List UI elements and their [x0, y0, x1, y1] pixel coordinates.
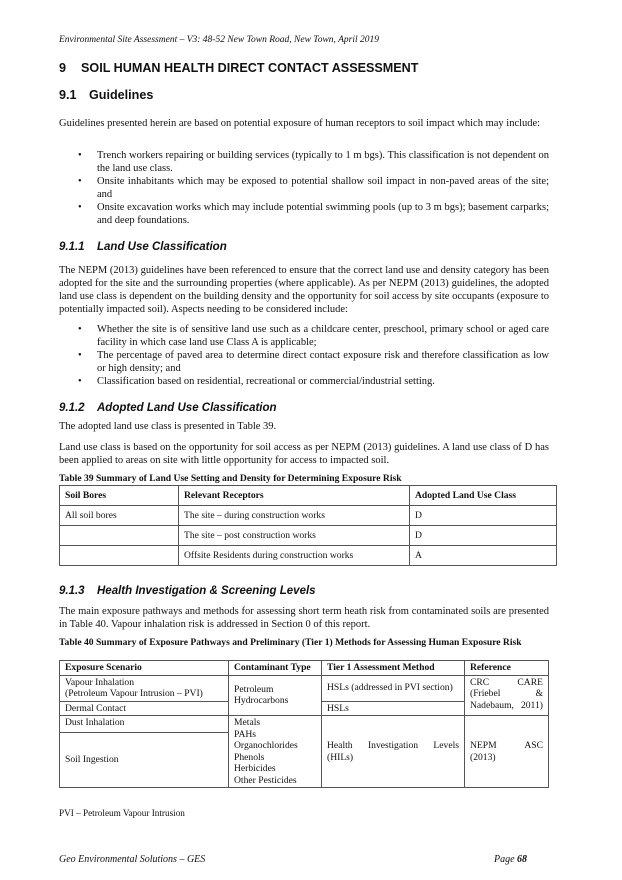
- table-cell: Dermal Contact: [60, 701, 229, 716]
- table-cell: Offsite Residents during construction works: [179, 546, 410, 566]
- section-number: 9.1.2: [59, 402, 85, 414]
- table-cell: [60, 675, 229, 701]
- table-cell: [229, 675, 322, 716]
- section-9-1-heading: [59, 88, 153, 102]
- land-use-bullet-list: [78, 323, 549, 388]
- section-title: SOIL HUMAN HEALTH DIRECT CONTACT ASSESSMENT: [81, 61, 419, 75]
- land-use-paragraph: The NEPM (2013) guidelines have been referenced to ensure that the correct land use and density category has been adopted for the site and the surrounding properties (where applicable). As per NEPM (2013) guidelines, the adopted land use class is dependent on the building density and the opportunity for soil access by site occupants (exposure to potentially impacted soil). Aspects needing to be considered include:: [59, 265, 549, 315]
- table-39-caption: Table 39 Summary of Land Use Setting and Density for Determining Exposure Risk: [59, 473, 402, 484]
- column-header: Adopted Land Use Class: [410, 486, 557, 506]
- section-9-1-1-heading: [59, 241, 227, 253]
- section-number: 9.1.1: [59, 241, 85, 253]
- table-cell: HSLs: [322, 701, 465, 716]
- contaminant-item: Phenols: [234, 751, 265, 763]
- table-cell: NEPM ASC (2013): [465, 716, 549, 788]
- section-number: 9: [59, 61, 67, 75]
- contaminant-item: Herbicides: [234, 763, 276, 774]
- contaminant-petroleum: Petroleum: [234, 683, 274, 695]
- table-cell: D: [410, 506, 557, 526]
- table-cell: Soil Ingestion: [60, 733, 229, 788]
- column-header: Contaminant Type: [229, 661, 322, 676]
- list-item: • Classification based on residential, recreational or commercial/industrial setting.: [78, 375, 549, 388]
- column-header: Reference: [465, 661, 549, 676]
- table-cell: The site – during construction works: [179, 506, 410, 526]
- table-cell: Health Investigation Levels (HILs): [322, 716, 465, 788]
- running-header: Environmental Site Assessment – V3: 48-52 New Town Road, New Town, April 2019: [59, 35, 380, 45]
- list-item: • Onsite excavation works which may include potential swimming pools (up to 3 m bgs); basement carparks; and deep foundations.: [78, 201, 549, 227]
- contaminant-item: Other Pesticides: [234, 774, 297, 786]
- table-cell: [60, 546, 179, 566]
- section-number: 9.1: [59, 88, 77, 102]
- contaminant-item: PAHs: [234, 728, 257, 740]
- table-40-caption: Table 40 Summary of Exposure Pathways and Preliminary (Tier 1) Methods for Assessing Human Exposure Risk: [59, 637, 522, 648]
- adopted-land-use-para2: Land use class is based on the opportunity for soil access as per NEPM (2013) guidelines. A land use class of D has been applied to areas on site with little opportunity for access to impacted soil.: [59, 442, 549, 466]
- table-cell: HSLs (addressed in PVI section): [322, 675, 465, 701]
- adopted-land-use-para1: The adopted land use class is presented in Table 39.: [59, 421, 277, 432]
- table-39: [59, 485, 557, 566]
- section-number: 9.1.3: [59, 585, 85, 597]
- section-title: Adopted Land Use Classification: [97, 402, 277, 414]
- table-cell: D: [410, 526, 557, 546]
- table-row: [60, 506, 557, 526]
- footer-page: [494, 854, 527, 865]
- contaminant-hydrocarbons: Hydrocarbons: [234, 695, 289, 707]
- table-row: [60, 716, 549, 733]
- table-cell: Dust Inhalation: [60, 716, 229, 733]
- table-cell: [229, 716, 322, 788]
- section-9-1-3-heading: [59, 585, 316, 597]
- column-header: Tier 1 Assessment Method: [322, 661, 465, 676]
- column-header: Soil Bores: [60, 486, 179, 506]
- table-cell: The site – post construction works: [179, 526, 410, 546]
- list-item: • Onsite inhabitants which may be exposed to potential shallow soil impact in non-paved areas of the site; and: [78, 175, 549, 201]
- section-9-heading: [59, 61, 418, 75]
- column-header: Relevant Receptors: [179, 486, 410, 506]
- table-note: PVI – Petroleum Vapour Intrusion: [59, 808, 185, 818]
- contaminant-item: Organochlorides: [234, 740, 298, 751]
- list-item: • Whether the site is of sensitive land use such as a childcare center, preschool, primary school or aged care facility in which case land use Class A is applicable;: [78, 323, 549, 349]
- table-cell: CRC CARE (Friebel & Nadebaum, 2011): [465, 675, 549, 716]
- table-cell: [60, 526, 179, 546]
- table-header-row: [60, 661, 549, 676]
- footer-company: Geo Environmental Solutions – GES: [59, 854, 206, 865]
- section-title: Land Use Classification: [97, 241, 227, 253]
- list-item: • The percentage of paved area to determine direct contact exposure risk and therefore classification as low or high density; and: [78, 349, 549, 375]
- section-9-1-2-heading: [59, 402, 277, 414]
- table-row: [60, 546, 557, 566]
- table-40: [59, 660, 549, 788]
- page-number: 68: [517, 854, 528, 865]
- table-cell: A: [410, 546, 557, 566]
- table-cell: All soil bores: [60, 506, 179, 526]
- column-header: Exposure Scenario: [60, 661, 229, 676]
- section-title: Health Investigation & Screening Levels: [97, 585, 316, 597]
- guidelines-bullet-list: [78, 149, 549, 227]
- health-investigation-paragraph: The main exposure pathways and methods for assessing short term heath risk from contaminated soils are presented in Table 40. Vapour inhalation risk is addressed in Section 0 of this report.: [59, 606, 549, 630]
- table-row: [60, 526, 557, 546]
- section-title: Guidelines: [89, 88, 154, 102]
- list-item: • Trench workers repairing or building services (typically to 1 m bgs). This classification is not dependent on the land use class.: [78, 149, 549, 175]
- scenario-vapour-inhalation: Vapour Inhalation: [65, 676, 135, 688]
- guidelines-intro: Guidelines presented herein are based on potential exposure of human receptors to soil impact which may include:: [59, 118, 541, 129]
- table-header-row: [60, 486, 557, 506]
- scenario-vapour-detail: (Petroleum Vapour Intrusion – PVI): [65, 688, 203, 699]
- contaminant-item: Metals: [234, 717, 261, 728]
- table-row: [60, 675, 549, 701]
- page-label: Page: [494, 854, 515, 865]
